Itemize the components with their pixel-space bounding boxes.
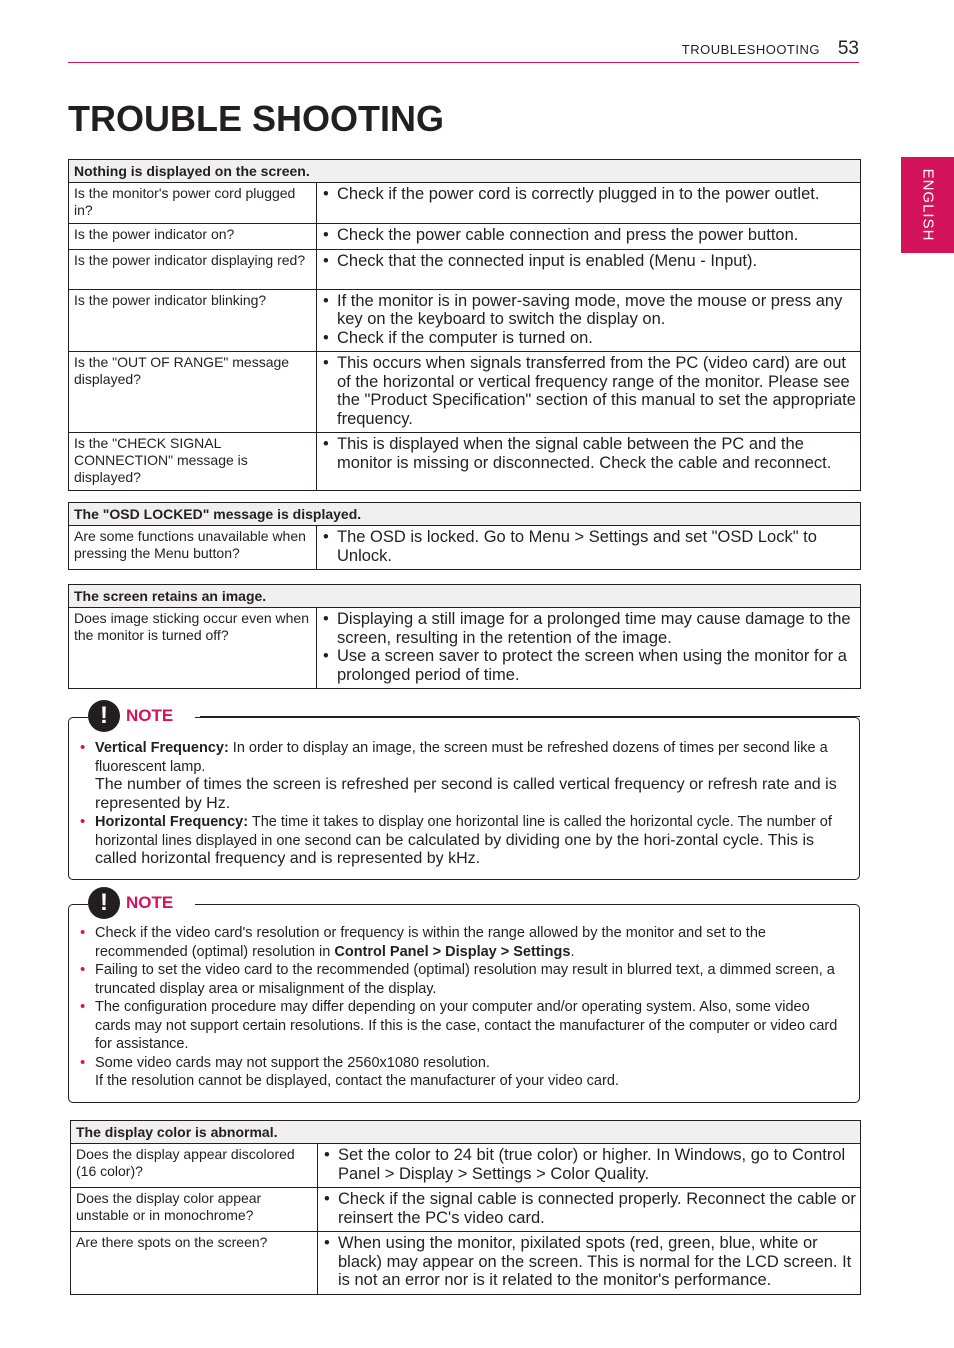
list-item bbox=[70, 1054, 846, 1091]
table-row bbox=[69, 526, 861, 570]
page-number: 53 bbox=[837, 38, 859, 59]
term-horizontal-frequency: Horizontal Frequency: bbox=[95, 814, 249, 830]
list-item: • Failing to set the video card to the recommended (optimal) resolution may result in blurred text, a dimmed screen, a truncated display area or misalignment of the display. bbox=[70, 961, 846, 998]
answer-cell bbox=[318, 1144, 861, 1188]
answer-item: • Check if the signal cable is connected properly. Reconnect the cable or reinsert the PC's video card. bbox=[338, 1190, 856, 1227]
term-vertical-frequency: Vertical Frequency: bbox=[95, 740, 229, 756]
horizontal-frequency-text-2: can be calculated by dividing one by the hori-zontal cycle. This is called horizontal frequency and is represented by kHz. bbox=[95, 831, 814, 867]
answer-cell bbox=[317, 183, 861, 224]
answer-item: • Displaying a still image for a prolonged time may cause damage to the screen, resulting in the retention of the image. bbox=[337, 610, 856, 647]
question-cell: Are there spots on the screen? bbox=[71, 1232, 318, 1295]
note-label bbox=[88, 887, 195, 919]
question-cell: Is the monitor's power cord plugged in? bbox=[69, 183, 317, 224]
running-header-section: TROUBLESHOOTING bbox=[681, 42, 820, 57]
question-cell: Does image sticking occur even when the monitor is turned off? bbox=[69, 608, 317, 689]
menu-path: Control Panel > Display > Settings bbox=[334, 943, 571, 960]
note-label bbox=[88, 700, 195, 732]
answer-cell bbox=[317, 526, 861, 570]
answer-cell bbox=[317, 433, 861, 491]
note-divider bbox=[200, 716, 860, 717]
answer-cell bbox=[318, 1188, 861, 1232]
answer-cell bbox=[317, 249, 861, 289]
table-row bbox=[69, 433, 861, 491]
note-list-resolution bbox=[70, 924, 846, 1091]
answer-item: • If the monitor is in power-saving mode, move the mouse or press any key on the keyboard to switch the display on. bbox=[337, 292, 856, 329]
note-title: NOTE bbox=[126, 893, 174, 912]
question-cell: Does the display appear discolored (16 color)? bbox=[71, 1144, 318, 1188]
question-cell: Is the power indicator on? bbox=[69, 224, 317, 250]
vertical-frequency-text-2: The number of times the screen is refreshed per second is called vertical frequency or refresh rate and is represented by Hz. bbox=[95, 776, 837, 812]
answer-item: • Check that the connected input is enabled (Menu - Input). bbox=[337, 252, 856, 271]
question-cell: Is the "OUT OF RANGE" message displayed? bbox=[69, 352, 317, 433]
table-header: The screen retains an image. bbox=[69, 585, 861, 608]
table-row bbox=[69, 183, 861, 224]
answer-item: • Check if the computer is turned on. bbox=[337, 329, 856, 348]
table-row bbox=[69, 352, 861, 433]
exclamation-icon: ! bbox=[88, 700, 120, 732]
answer-cell bbox=[318, 1232, 861, 1295]
question-cell: Is the power indicator blinking? bbox=[69, 289, 317, 352]
table-image-retention bbox=[68, 584, 861, 689]
vertical-frequency-text: In order to display an image, the screen must be refreshed dozens of times per second like a fluorescent lamp. bbox=[95, 740, 828, 775]
answer-item: • Set the color to 24 bit (true color) or higher. In Windows, go to Control Panel > Display > Settings > Color Quality. bbox=[338, 1146, 856, 1183]
list-item bbox=[70, 924, 846, 961]
table-row bbox=[71, 1232, 861, 1295]
table-row bbox=[71, 1144, 861, 1188]
answer-item: • The OSD is locked. Go to Menu > Settings and set "OSD Lock" to Unlock. bbox=[337, 528, 856, 565]
table-row bbox=[69, 289, 861, 352]
answer-item: • When using the monitor, pixilated spots (red, green, blue, white or black) may appear on the screen. This is normal for the LCD screen. It is not an error nor is it related to the monitor's performance. bbox=[338, 1234, 856, 1290]
language-tab bbox=[901, 157, 954, 253]
table-row bbox=[69, 249, 861, 289]
answer-item: • Use a screen saver to protect the screen when using the monitor for a prolonged period of time. bbox=[337, 647, 856, 684]
question-cell: Is the "CHECK SIGNAL CONNECTION" message is displayed? bbox=[69, 433, 317, 491]
header-rule bbox=[68, 62, 859, 63]
table-header: The "OSD LOCKED" message is displayed. bbox=[69, 503, 861, 526]
language-tab-label: ENGLISH bbox=[919, 168, 936, 242]
exclamation-icon: ! bbox=[88, 887, 120, 919]
list-item bbox=[70, 739, 846, 813]
question-cell: Are some functions unavailable when pressing the Menu button? bbox=[69, 526, 317, 570]
answer-cell bbox=[317, 608, 861, 689]
table-nothing-displayed bbox=[68, 159, 861, 491]
list-item bbox=[70, 813, 846, 869]
note-text: If the resolution cannot be displayed, contact the manufacturer of your video card. bbox=[95, 1073, 619, 1089]
horizontal-frequency-text: The time it takes to display one horizontal line is called the horizontal cycle. The number of horizontal lines displayed in one second bbox=[95, 814, 832, 849]
answer-item: • This is displayed when the signal cable between the PC and the monitor is missing or disconnected. Check the cable and reconnect. bbox=[337, 435, 856, 472]
table-row bbox=[69, 224, 861, 250]
note-text: Check if the video card's resolution or frequency is within the range allowed by the monitor and set to the recommended (optimal) resolution in bbox=[95, 925, 766, 960]
answer-item: • This occurs when signals transferred from the PC (video card) are out of the horizontal or vertical frequency range of the monitor. Please see the "Product Specification" section of this manual to set the appropriate frequency. bbox=[337, 354, 856, 428]
answer-item: • Check the power cable connection and press the power button. bbox=[337, 226, 856, 245]
answer-cell bbox=[317, 352, 861, 433]
note-title: NOTE bbox=[126, 706, 174, 725]
table-row bbox=[71, 1188, 861, 1232]
note-text: Some video cards may not support the 2560x1080 resolution. bbox=[95, 1054, 490, 1071]
table-header: Nothing is displayed on the screen. bbox=[69, 160, 861, 183]
table-row bbox=[69, 608, 861, 689]
table-display-color bbox=[70, 1120, 861, 1295]
page-title: TROUBLE SHOOTING bbox=[68, 98, 444, 139]
table-osd-locked bbox=[68, 502, 861, 570]
list-item: • The configuration procedure may differ depending on your computer and/or operating system. Also, some video cards may not support certain resolutions. If this is the case, contact the manufacturer of the computer or video card for assistance. bbox=[70, 998, 846, 1054]
note-text: . bbox=[570, 943, 575, 960]
question-cell: Does the display color appear unstable or in monochrome? bbox=[71, 1188, 318, 1232]
answer-cell bbox=[317, 224, 861, 250]
note-list-frequency bbox=[70, 739, 846, 869]
question-cell: Is the power indicator displaying red? bbox=[69, 249, 317, 289]
table-header: The display color is abnormal. bbox=[71, 1121, 861, 1144]
answer-item: • Check if the power cord is correctly plugged in to the power outlet. bbox=[337, 185, 856, 204]
answer-cell bbox=[317, 289, 861, 352]
